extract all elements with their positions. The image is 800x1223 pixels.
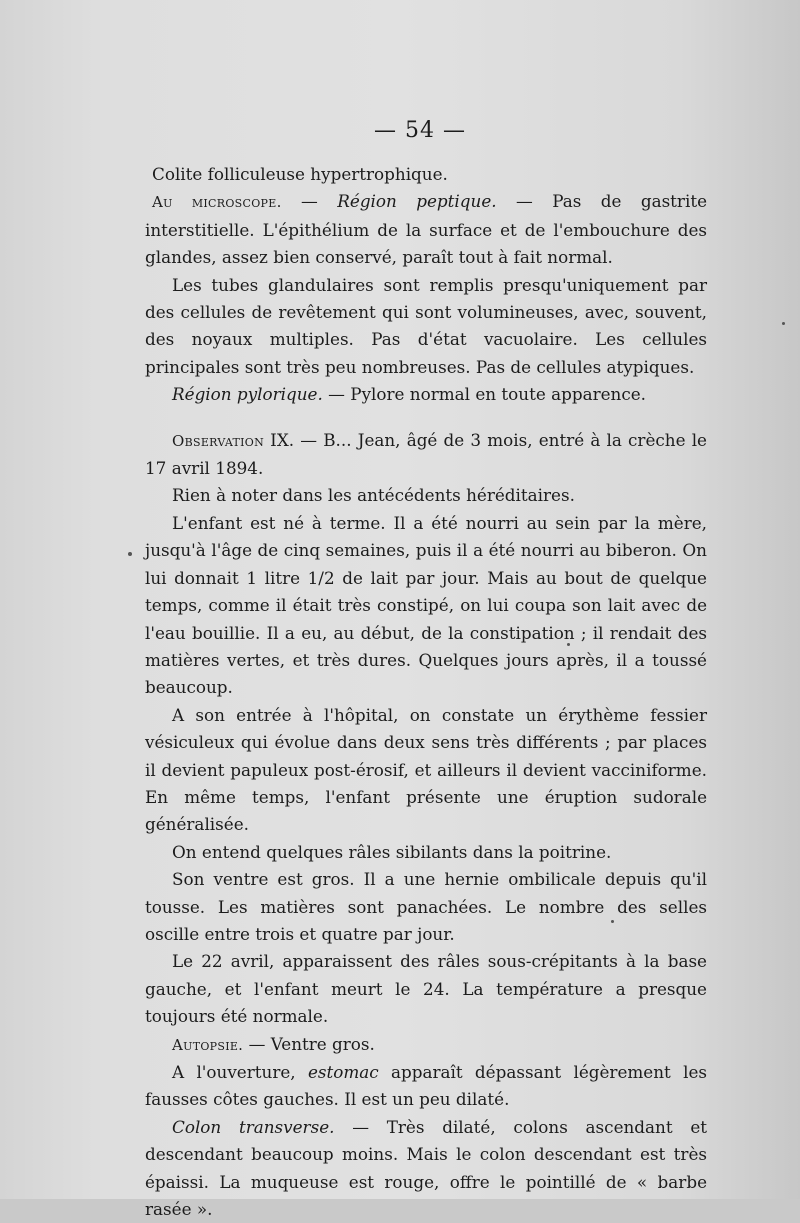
page-number: — 54 — <box>374 118 466 143</box>
dash: — <box>281 191 338 212</box>
paragraph-stomach <box>145 1059 707 1114</box>
paragraph-text: Les tubes glandulaires sont remplis presqu'uniquement par des cellules de revêtement qui sont volumineuses, avec, souvent, des noyaux multiples. Pas d'état vacuolaire. Les cellules principales sont très peu nombreuses. Pas de cellules atypiques. <box>145 274 707 377</box>
paragraph-text: Rien à noter dans les antécédents héréditaires. <box>172 485 575 506</box>
paragraph-text: A l'ouverture, <box>172 1062 308 1082</box>
paragraph-colon <box>145 1114 707 1223</box>
paragraph-autopsy <box>145 1031 707 1059</box>
paragraph-text: A son entrée à l'hôpital, on constate un érythème fessier vésiculeux qui évolue dans deux sens très différents ; par places il devient papuleux post-érosif, et ailleurs il devient vacciniforme. En même temps, l'enfant présente une éruption sudorale généralisée. <box>145 704 707 835</box>
paragraph-observation <box>145 427 707 483</box>
paragraph-text: — Pylore normal en toute apparence. <box>322 384 647 405</box>
paragraph-text: — Ventre gros. <box>243 1033 375 1054</box>
paragraph-text: apparaît dépassant légèrement les fausses côtes gauches. Il est un peu dilaté. <box>145 1062 708 1110</box>
paragraph-text: On entend quelques râles sibilants dans la poitrine. <box>172 841 612 862</box>
paper-speck <box>782 322 785 325</box>
paragraph-admission <box>145 702 707 839</box>
paragraph-birth <box>145 510 707 702</box>
paragraph-pyloric <box>145 381 707 408</box>
paper-speck <box>128 552 132 556</box>
section-label-microscope: Au microscope. <box>152 193 282 212</box>
paragraph-tubes <box>145 272 707 382</box>
paragraph-auscultation <box>145 839 707 866</box>
paragraph-death <box>145 948 707 1030</box>
paragraph-diagnosis <box>145 161 707 188</box>
paragraph-text: IX. — B... Jean, âgé de 3 mois, entré à la crèche le 17 avril 1894. <box>145 429 707 479</box>
diagnosis-text: Colite folliculeuse hypertrophique. <box>152 164 448 184</box>
paragraph-heredity <box>145 482 707 509</box>
italic-heading-colon: Colon transverse. <box>172 1116 335 1137</box>
section-label-observation: Observation <box>172 431 265 450</box>
paragraph-text: — Très dilaté, colons ascendant et descendant beaucoup moins. Mais le colon descendant est très épaissi. La muqueuse est rouge, offre le pointillé de « barbe rasée ». <box>145 1116 708 1220</box>
italic-term-stomach: estomac <box>307 1062 379 1082</box>
body-text <box>145 161 707 1223</box>
paper-speck <box>611 920 614 923</box>
paragraph-microscope <box>145 188 707 271</box>
section-label-autopsy: Autopsie. <box>172 1035 244 1054</box>
paragraph-abdomen <box>145 866 707 948</box>
paragraph-text: Son ventre est gros. Il a une hernie ombilicale depuis qu'il tousse. Les matières sont panachées. Le nombre des selles oscille entre trois et quatre par jour. <box>145 869 707 944</box>
paper-speck <box>567 643 570 646</box>
paragraph-text: L'enfant est né à terme. Il a été nourri au sein par la mère, jusqu'à l'âge de cinq semaines, puis il a été nourri au biberon. On lui donnait 1 litre 1/2 de lait par jour. Mais au bout de quelque temps, comme il était très constipé, on lui coupa son lait avec de l'eau bouillie. Il a eu, au début, de la constipation ; il rendait des matières vertes, et très dures. Quelques jours après, il a toussé beaucoup. <box>145 512 707 698</box>
paragraph-text: — Pas de gastrite interstitielle. L'épithélium de la surface et de l'embouchure des glandes, assez bien conservé, paraît tout à fait normal. <box>145 191 707 268</box>
paragraph-text: Le 22 avril, apparaissent des râles sous-crépitants à la base gauche, et l'enfant meurt le 24. La température a presque toujours été normale. <box>145 951 707 1027</box>
italic-heading-pyloric: Région pylorique. <box>172 384 323 405</box>
italic-heading-peptic: Région peptique. <box>337 191 497 212</box>
